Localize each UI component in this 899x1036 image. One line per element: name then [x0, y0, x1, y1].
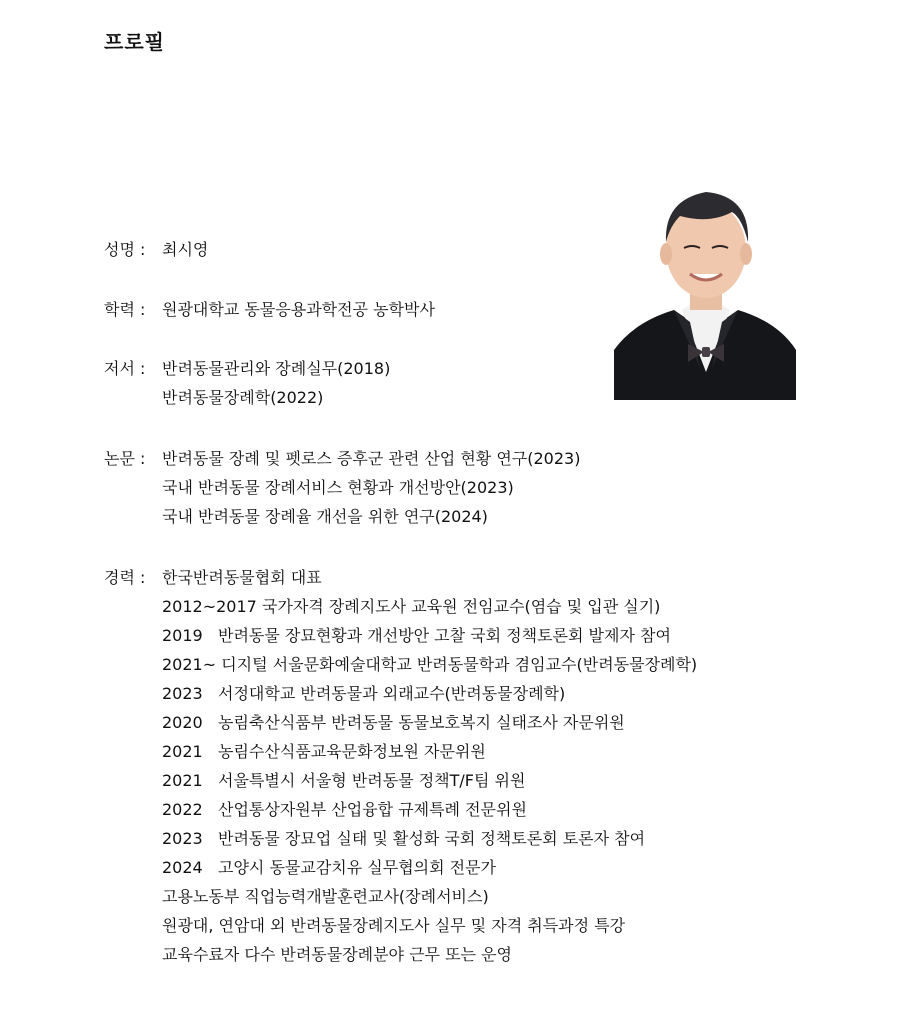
career-item	[162, 654, 697, 676]
career-text: 서울특별시 서울형 반려동물 정책T/F팀 위원	[218, 771, 526, 790]
career-item	[162, 944, 512, 966]
books-row	[104, 358, 390, 380]
name-value: 최시영	[162, 240, 209, 259]
education-label: 학력	[104, 300, 135, 319]
papers-label: 논문	[104, 449, 135, 468]
career-item: 한국반려동물협회 대표	[162, 568, 322, 587]
profile-photo	[614, 172, 796, 400]
career-text: 농림수산식품교육문화정보원 자문위원	[218, 742, 486, 761]
career-text: 교육수료자 다수 반려동물장례분야 근무 또는 운영	[162, 945, 513, 964]
career-text: 산업통상자원부 산업융합 규제특례 전문위원	[218, 800, 527, 819]
career-sep: :	[140, 568, 146, 587]
career-item	[162, 915, 625, 937]
career-item	[162, 828, 645, 850]
education-sep: :	[140, 300, 146, 319]
career-year: 2024	[162, 858, 203, 877]
career-text: 반려동물 장묘업 실태 및 활성화 국회 정책토론회 토론자 참여	[218, 829, 646, 848]
career-year: 2023	[162, 829, 203, 848]
papers-row	[104, 448, 580, 470]
career-text: 서정대학교 반려동물과 외래교수(반려동물장례학)	[218, 684, 566, 703]
education-value: 원광대학교 동물응용과학전공 농학박사	[162, 300, 435, 319]
books-sep: :	[140, 359, 146, 378]
career-item	[162, 857, 496, 879]
name-label: 성명	[104, 240, 135, 259]
paper-item: 국내 반려동물 장례서비스 현황과 개선방안(2023)	[162, 478, 514, 497]
name-sep: :	[140, 240, 146, 259]
career-item	[162, 741, 486, 763]
page-title: 프로필	[104, 30, 165, 54]
career-text: 농림축산식품부 반려동물 동물보호복지 실태조사 자문위원	[218, 713, 625, 732]
career-year: 2022	[162, 800, 203, 819]
papers-sep: :	[140, 449, 146, 468]
portrait-image	[614, 172, 796, 400]
book-item: 반려동물관리와 장례실무(2018)	[162, 359, 391, 378]
career-text: 2021~ 디지털 서울문화예술대학교 반려동물학과 겸임교수(반려동물장례학)	[162, 655, 698, 674]
paper-item: 반려동물 장례 및 펫로스 증후군 관련 산업 현황 연구(2023)	[162, 449, 581, 468]
paper-item: 국내 반려동물 장례율 개선을 위한 연구(2024)	[162, 507, 488, 526]
career-year: 2023	[162, 684, 203, 703]
name-row	[104, 239, 208, 261]
book-item: 반려동물장례학(2022)	[162, 388, 324, 407]
career-item	[162, 886, 489, 908]
career-year: 2020	[162, 713, 203, 732]
career-row	[104, 567, 322, 589]
career-label: 경력	[104, 568, 135, 587]
career-text: 2012~2017 국가자격 장례지도사 교육원 전임교수(염습 및 입관 실기)	[162, 597, 661, 616]
career-item	[162, 799, 527, 821]
career-item	[162, 683, 565, 705]
education-row	[104, 299, 435, 321]
career-text: 고용노동부 직업능력개발훈련교사(장례서비스)	[162, 887, 489, 906]
career-item	[162, 625, 671, 647]
career-text: 반려동물 장묘현황과 개선방안 고찰 국회 정책토론회 발제자 참여	[218, 626, 671, 645]
career-year: 2021	[162, 742, 203, 761]
career-year: 2021	[162, 771, 203, 790]
career-text: 고양시 동물교감치유 실무협의회 전문가	[218, 858, 497, 877]
career-year: 2019	[162, 626, 203, 645]
books-label: 저서	[104, 359, 135, 378]
career-item	[162, 712, 625, 734]
career-item	[162, 770, 525, 792]
career-text: 원광대, 연암대 외 반려동물장례지도사 실무 및 자격 취득과정 특강	[162, 916, 626, 935]
career-item	[162, 596, 660, 618]
